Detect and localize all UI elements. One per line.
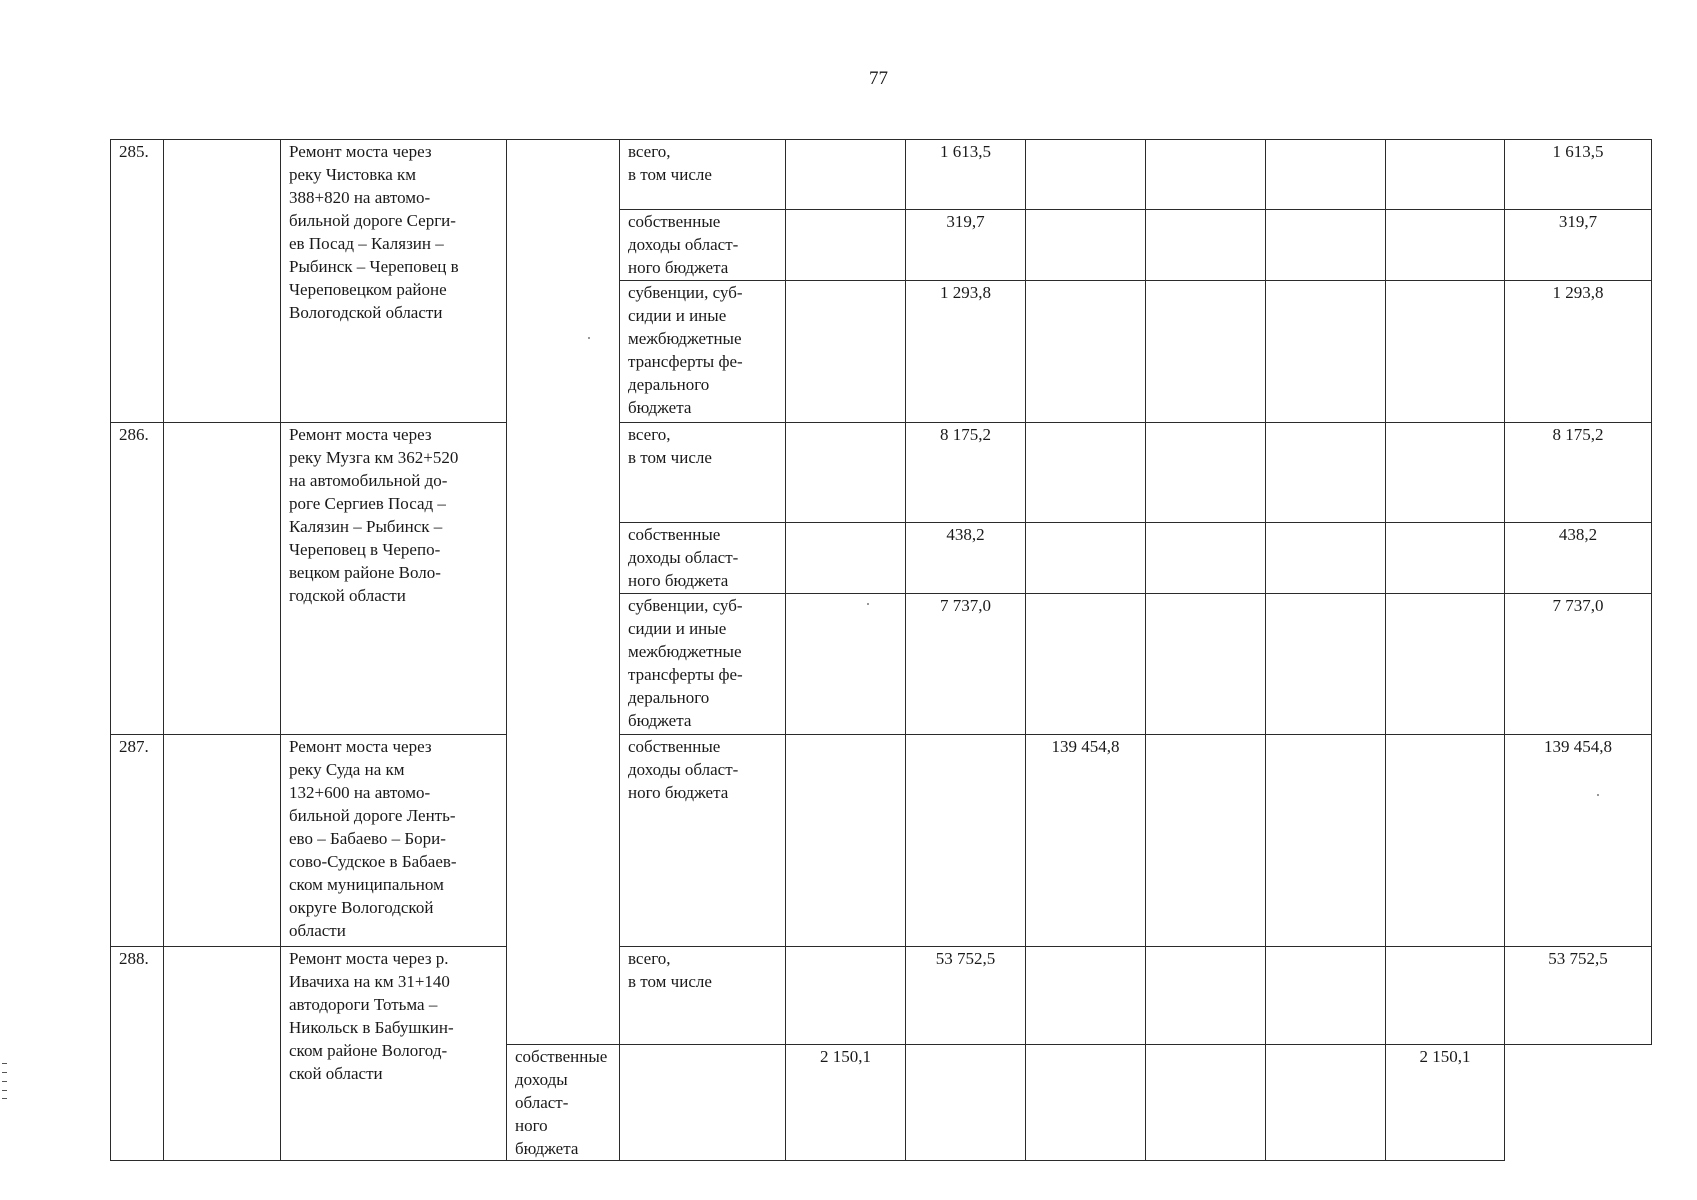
empty-cell [1386, 523, 1505, 594]
table-row-288 [111, 947, 1652, 1045]
page-number: 77 [869, 68, 888, 89]
empty-cell [1146, 140, 1266, 210]
funding-source: собственные доходы област- ного бюджета [620, 210, 786, 281]
scan-mark [2, 1098, 7, 1099]
empty-cell [507, 140, 620, 1045]
total-amount: 53 752,5 [906, 947, 1026, 1045]
empty-cell [1146, 947, 1266, 1045]
total-amount [906, 735, 1026, 947]
year-amount [1026, 594, 1146, 735]
empty-cell [1146, 594, 1266, 735]
year-amount [1026, 210, 1146, 281]
final-amount: 8 175,2 [1505, 423, 1652, 523]
total-amount: 1 613,5 [906, 140, 1026, 210]
scan-mark [2, 1063, 7, 1064]
scan-speck [867, 603, 869, 605]
final-amount: 7 737,0 [1505, 594, 1652, 735]
total-amount: 2 150,1 [786, 1045, 906, 1161]
final-amount: 319,7 [1505, 210, 1652, 281]
empty-cell [786, 735, 906, 947]
empty-cell [1266, 1045, 1386, 1161]
funding-source: субвенции, суб- сидии и иные межбюджетные трансферты фе- дерального бюджета [620, 281, 786, 423]
empty-cell [1146, 281, 1266, 423]
object-name: Ремонт моста через р. Ивачиха на км 31+140 автодороги Тотьма – Никольск в Бабушкин- ском районе Вологод- ской области [281, 947, 507, 1161]
object-name: Ремонт моста через реку Чистовка км 388+820 на автомо- бильной дороге Серги- ев Посад – Калязин – Рыбинск – Череповец в Череповецком районе Вологодской области [281, 140, 507, 423]
row-index: 288. [111, 947, 164, 1161]
row-index: 286. [111, 423, 164, 735]
total-amount: 7 737,0 [906, 594, 1026, 735]
empty-cell [1386, 423, 1505, 523]
empty-cell [786, 210, 906, 281]
empty-cell [1386, 281, 1505, 423]
row-index: 285. [111, 140, 164, 423]
final-amount: 139 454,8 [1505, 735, 1652, 947]
year-amount [1026, 423, 1146, 523]
empty-cell [1146, 523, 1266, 594]
empty-cell [786, 423, 906, 523]
empty-cell [1266, 140, 1386, 210]
table-row-285 [111, 140, 1652, 210]
total-amount: 319,7 [906, 210, 1026, 281]
empty-cell [1146, 423, 1266, 523]
empty-cell [1386, 594, 1505, 735]
empty-cell [1386, 210, 1505, 281]
funding-source: собственные доходы област- ного бюджета [507, 1045, 620, 1161]
funding-source: всего, в том числе [620, 947, 786, 1045]
empty-cell [1146, 1045, 1266, 1161]
budget-table [110, 139, 1652, 1161]
empty-cell [1386, 140, 1505, 210]
scan-mark [2, 1090, 7, 1091]
year-amount [1026, 947, 1146, 1045]
empty-cell [786, 947, 906, 1045]
row-index: 287. [111, 735, 164, 947]
scan-mark [2, 1072, 7, 1073]
empty-cell [1386, 735, 1505, 947]
empty-cell [786, 140, 906, 210]
scan-speck [588, 337, 590, 339]
total-amount: 438,2 [906, 523, 1026, 594]
funding-source: всего, в том числе [620, 423, 786, 523]
scan-speck [1597, 794, 1599, 796]
empty-cell [164, 735, 281, 947]
empty-cell [786, 523, 906, 594]
empty-cell [1386, 947, 1505, 1045]
funding-source: всего, в том числе [620, 140, 786, 210]
year-amount [906, 1045, 1026, 1161]
empty-cell [1266, 947, 1386, 1045]
empty-cell [620, 1045, 786, 1161]
empty-cell [786, 281, 906, 423]
year-amount [1026, 140, 1146, 210]
empty-cell [164, 140, 281, 423]
empty-cell [1266, 281, 1386, 423]
total-amount: 8 175,2 [906, 423, 1026, 523]
funding-source: собственные доходы област- ного бюджета [620, 735, 786, 947]
final-amount: 1 293,8 [1505, 281, 1652, 423]
year-amount: 139 454,8 [1026, 735, 1146, 947]
empty-cell [1146, 210, 1266, 281]
empty-cell [786, 594, 906, 735]
final-amount: 1 613,5 [1505, 140, 1652, 210]
total-amount: 1 293,8 [906, 281, 1026, 423]
empty-cell [1266, 523, 1386, 594]
year-amount [1026, 281, 1146, 423]
final-amount: 438,2 [1505, 523, 1652, 594]
empty-cell [164, 947, 281, 1161]
scan-mark [2, 1081, 7, 1082]
empty-cell [1266, 423, 1386, 523]
empty-cell [1266, 210, 1386, 281]
empty-cell [1146, 735, 1266, 947]
object-name: Ремонт моста через реку Музга км 362+520 на автомобильной до- роге Сергиев Посад – Калязин – Рыбинск – Череповец в Черепо- вецком районе Воло- годской области [281, 423, 507, 735]
final-amount: 2 150,1 [1386, 1045, 1505, 1161]
empty-cell [1026, 1045, 1146, 1161]
table-row-286 [111, 423, 1652, 523]
table-row-287 [111, 735, 1652, 947]
empty-cell [1266, 735, 1386, 947]
empty-cell [164, 423, 281, 735]
final-amount: 53 752,5 [1505, 947, 1652, 1045]
object-name: Ремонт моста через реку Суда на км 132+600 на автомо- бильной дороге Ленть- ево – Бабаево – Бори- сово-Судское в Бабаев- ском муниципальном округе Вологодской области [281, 735, 507, 947]
year-amount [1026, 523, 1146, 594]
funding-source: собственные доходы област- ного бюджета [620, 523, 786, 594]
empty-cell [1266, 594, 1386, 735]
funding-source: субвенции, суб- сидии и иные межбюджетные трансферты фе- дерального бюджета [620, 594, 786, 735]
